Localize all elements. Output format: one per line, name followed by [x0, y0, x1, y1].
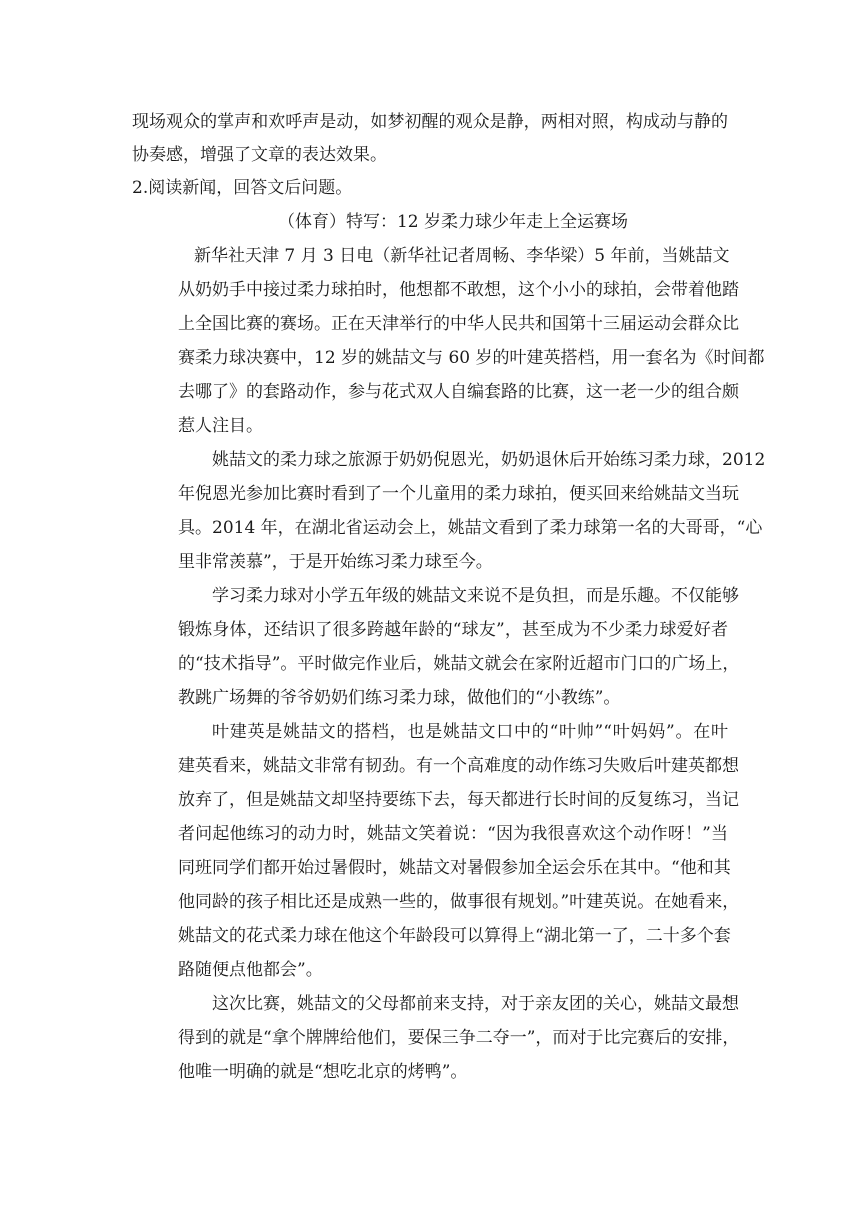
prev-paragraph-line: 现场观众的掌声和欢呼声是动，如梦初醒的观众是静，两相对照，构成动与静的 — [132, 112, 728, 132]
paragraph-3-line: 的“技术指导”。平时做完作业后，姚喆文就会在家附近超市门口的广场上， — [178, 654, 740, 674]
paragraph-1-line: 惹人注目。 — [178, 416, 263, 436]
paragraph-4-line: 路随便点他都会”。 — [178, 960, 323, 980]
paragraph-2-line: 年倪恩光参加比赛时看到了一个儿童用的柔力球拍，便买回来给姚喆文当玩 — [178, 484, 739, 504]
paragraph-5-line: 他唯一明确的就是“想吃北京的烤鸭”。 — [178, 1062, 468, 1082]
paragraph-4-line: 同班同学们都开始过暑假时，姚喆文对暑假参加全运会乐在其中。“他和其 — [178, 858, 731, 878]
paragraph-4-line: 者问起他练习的动力时，姚喆文笑着说：“因为我很喜欢这个动作呀！”当 — [178, 824, 728, 844]
paragraph-1-line: 去哪了》的套路动作，参与花式双人自编套路的比赛，这一老一少的组合颇 — [178, 382, 739, 402]
paragraph-2-line: 里非常羡慕”，于是开始练习柔力球至今。 — [178, 552, 493, 572]
paragraph-3-line: 锻炼身体，还结识了很多跨越年龄的“球友”，甚至成为不少柔力球爱好者 — [178, 620, 728, 640]
prev-paragraph-line: 协奏感，增强了文章的表达效果。 — [132, 145, 387, 165]
paragraph-4-line: 建英看来，姚喆文非常有韧劲。有一个高难度的动作练习失败后叶建英都想 — [178, 756, 739, 776]
paragraph-2-line: 姚喆文的柔力球之旅源于奶奶倪恩光，奶奶退休后开始练习柔力球，2012 — [212, 450, 766, 470]
paragraph-1-line: 从奶奶手中接过柔力球拍时，他想都不敢想，这个小小的球拍，会带着他踏 — [178, 280, 739, 300]
paragraph-1-line: 上全国比赛的赛场。正在天津举行的中华人民共和国第十三届运动会群众比 — [178, 314, 739, 334]
paragraph-1-line: 新华社天津 7 月 3 日电（新华社记者周畅、李华梁）5 年前，当姚喆文 — [194, 246, 730, 266]
paragraph-5-line: 这次比赛，姚喆文的父母都前来支持，对于亲友团的关心，姚喆文最想 — [212, 994, 739, 1014]
paragraph-2-line: 具。2014 年，在湖北省运动会上，姚喆文看到了柔力球第一名的大哥哥，“心 — [178, 518, 763, 538]
paragraph-4-line: 叶建英是姚喆文的搭档，也是姚喆文口中的“叶帅”“叶妈妈”。在叶 — [212, 722, 728, 742]
paragraph-1-line: 赛柔力球决赛中，12 岁的姚喆文与 60 岁的叶建英搭档，用一套名为《时间都 — [178, 348, 765, 368]
paragraph-4-line: 他同龄的孩子相比还是成熟一些的，做事很有规划。”叶建英说。在她看来， — [178, 892, 740, 912]
paragraph-3-line: 学习柔力球对小学五年级的姚喆文来说不是负担，而是乐趣。不仅能够 — [212, 586, 739, 606]
paragraph-5-line: 得到的就是“拿个牌牌给他们，要保三争二夺一”，而对于比完赛后的安排， — [178, 1028, 740, 1048]
paragraph-3-line: 教跳广场舞的爷爷奶奶们练习柔力球，做他们的“小教练”。 — [178, 688, 621, 708]
question-heading: 2.阅读新闻，回答文后问题。 — [132, 178, 353, 198]
paragraph-4-line: 姚喆文的花式柔力球在他这个年龄段可以算得上“湖北第一了，二十多个套 — [178, 926, 731, 946]
article-title: （体育）特写：12 岁柔力球少年走上全运赛场 — [277, 212, 629, 232]
paragraph-4-line: 放弃了，但是姚喆文却坚持要练下去，每天都进行长时间的反复练习，当记 — [178, 790, 739, 810]
